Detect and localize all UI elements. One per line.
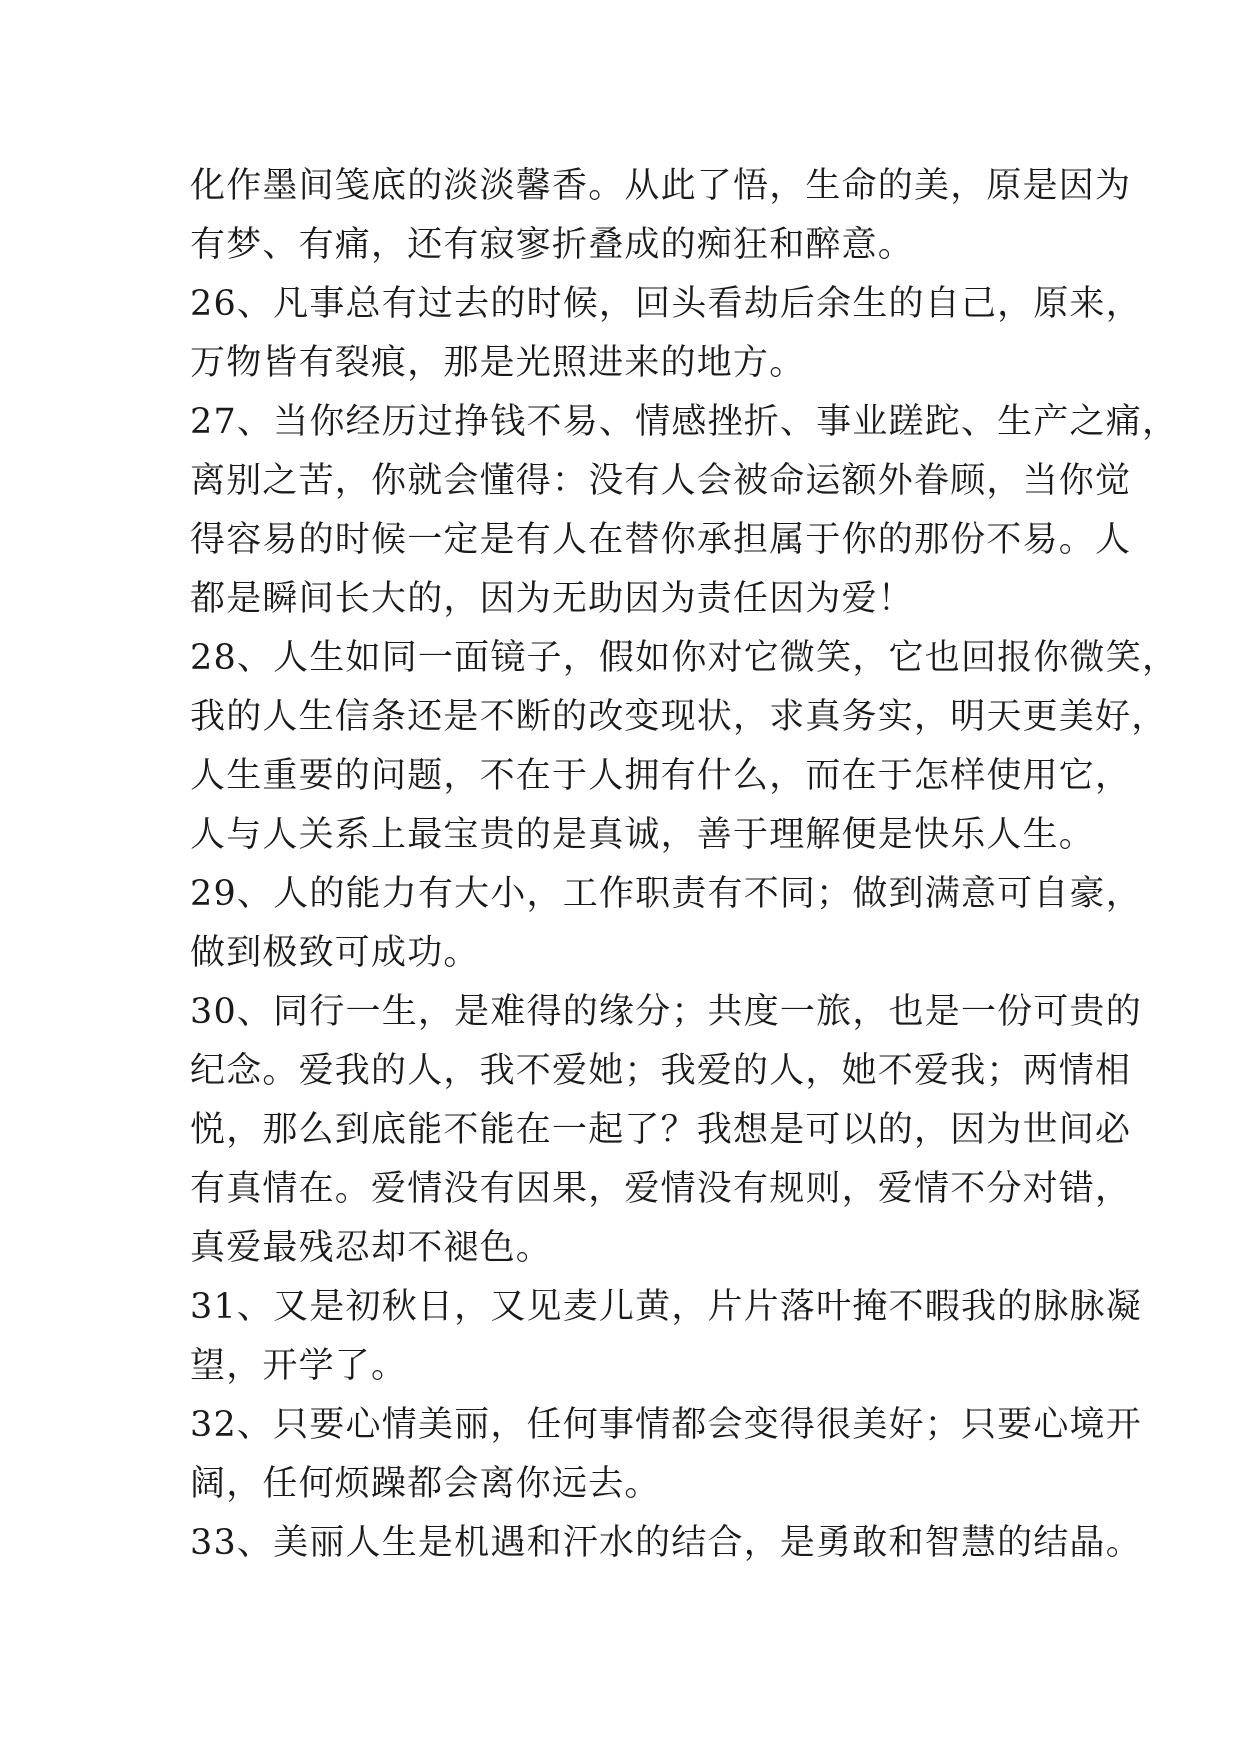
text-line: 望，开学了。 [190,1346,408,1386]
text-line: 32、只要心情美丽，任何事情都会变得很美好；只要心境开 [190,1405,1142,1445]
text-line: 28、人生如同一面镜子，假如你对它微笑，它也回报你微笑， [190,638,1179,678]
text-line: 有真情在。爱情没有因果，爱情没有规则，爱情不分对错， [190,1169,1132,1209]
text-line: 30、同行一生，是难得的缘分；共度一旅，也是一份可贵的 [190,992,1142,1032]
text-line: 离别之苦，你就会懂得：没有人会被命运额外眷顾，当你觉 [190,461,1132,501]
text-line: 有梦、有痛，还有寂寥折叠成的痴狂和醉意。 [190,225,915,265]
text-line: 化作墨间笺底的淡淡馨香。从此了悟，生命的美，原是因为 [190,166,1132,206]
text-line: 真爱最残忍却不褪色。 [190,1228,553,1268]
text-line: 我的人生信条还是不断的改变现状，求真务实，明天更美好， [190,697,1168,737]
text-line: 26、凡事总有过去的时候，回头看劫后余生的自己，原来， [190,284,1142,324]
text-line: 阔，任何烦躁都会离你远去。 [190,1464,661,1504]
text-line: 33、美丽人生是机遇和汗水的结合，是勇敢和智慧的结晶。 [190,1523,1142,1563]
text-line: 得容易的时候一定是有人在替你承担属于你的那份不易。人 [190,520,1132,560]
text-line: 都是瞬间长大的，因为无助因为责任因为爱！ [190,579,915,619]
text-line: 做到极致可成功。 [190,933,480,973]
text-line: 纪念。爱我的人，我不爱她；我爱的人，她不爱我；两情相 [190,1051,1132,1091]
text-line: 万物皆有裂痕，那是光照进来的地方。 [190,343,806,383]
text-line: 人与人关系上最宝贵的是真诚，善于理解便是快乐人生。 [190,815,1096,855]
text-line: 人生重要的问题，不在于人拥有什么，而在于怎样使用它， [190,756,1132,796]
text-line: 31、又是初秋日，又见麦儿黄，片片落叶掩不暇我的脉脉凝 [190,1287,1142,1327]
text-line: 27、当你经历过挣钱不易、情感挫折、事业蹉跎、生产之痛， [190,402,1179,442]
text-line: 悦，那么到底能不能在一起了？我想是可以的，因为世间必 [190,1110,1132,1150]
text-line: 29、人的能力有大小，工作职责有不同；做到满意可自豪， [190,874,1142,914]
